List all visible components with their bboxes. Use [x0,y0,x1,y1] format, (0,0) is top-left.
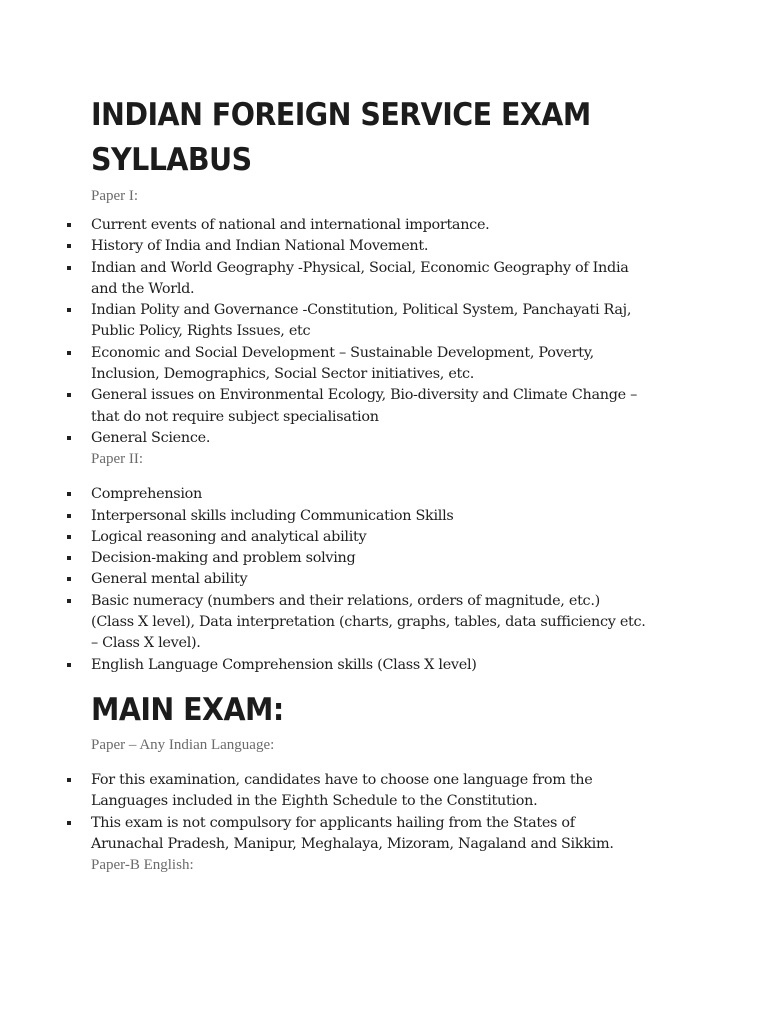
main-exam-heading: MAIN EXAM: [91,691,284,728]
paper-b-english-heading: Paper-B English: [91,857,194,874]
list-item-text: History of India and Indian National Movement. [91,238,429,255]
list-item-text: This exam is not compulsory for applicants hailing from the States of Arunachal Pradesh, Manipur, Meghalaya, Mizoram, Nagaland and Sikkim. [91,814,614,852]
list-item-text: Basic numeracy (numbers and their relations, orders of magnitude, etc.) (Class X level), Data interpretation (charts, graphs, tables, data sufficiency etc. – Class X level). [91,592,646,652]
bullet-icon [67,535,71,539]
list-item [91,385,691,428]
list-item [91,343,691,386]
list-item [91,506,691,527]
page-title: INDIAN FOREIGN SERVICE EXAM SYLLABUS [91,97,591,178]
list-item [91,591,691,655]
paper-2-list [91,484,691,676]
list-item [91,770,691,813]
list-item-text: For this examination, candidates have to choose one language from the Languages included in the Eighth Schedule to the Constitution. [91,771,593,810]
list-item [91,813,691,856]
list-item [91,236,691,257]
paper-language-heading: Paper – Any Indian Language: [91,736,275,753]
bullet-icon [67,663,71,667]
bullet-icon [67,266,71,270]
list-item-text: Comprehension [91,486,203,503]
list-item-text: General mental ability [91,571,248,588]
bullet-icon [67,577,71,581]
bullet-icon [67,351,71,355]
list-item [91,484,691,505]
bullet-icon [67,244,71,248]
bullet-icon [67,821,71,825]
list-item-text: Economic and Social Development – Sustainable Development, Poverty, Inclusion, Demographics, Social Sector initiatives, etc. [91,344,594,383]
bullet-icon [67,514,71,518]
list-item [91,569,691,590]
list-item-text: Decision-making and problem solving [91,550,356,567]
list-item-text: Indian and World Geography -Physical, Social, Economic Geography of India and the World. [91,259,629,297]
list-item [91,215,691,236]
list-item-text: Indian Polity and Governance -Constitution, Political System, Panchayati Raj, Public Policy, Rights Issues, etc [91,302,632,340]
list-item [91,258,691,301]
list-item-text: Logical reasoning and analytical ability [91,528,367,545]
list-item [91,655,691,676]
bullet-icon [67,599,71,603]
bullet-icon [67,223,71,227]
bullet-icon [67,492,71,496]
bullet-icon [67,436,71,440]
list-item [91,300,691,343]
list-item [91,548,691,569]
list-item-text: Current events of national and international importance. [91,217,490,233]
bullet-icon [67,393,71,397]
document-content [91,93,691,875]
bullet-icon [67,778,71,782]
bullet-icon [67,308,71,312]
paper-2-heading: Paper II: [91,451,144,468]
paper-language-list [91,770,691,855]
list-item-text: English Language Comprehension skills (Class X level) [91,656,477,673]
list-item-text: General issues on Environmental Ecology, Bio-diversity and Climate Change – that do not require subject specialisation [91,387,638,425]
list-item [91,428,691,449]
paper-1-list [91,215,691,449]
bullet-icon [67,556,71,560]
paper-1-heading: Paper I: [91,188,139,204]
list-item-text: General Science. [91,429,211,446]
list-item [91,527,691,548]
list-item-text: Interpersonal skills including Communication Skills [91,507,454,524]
